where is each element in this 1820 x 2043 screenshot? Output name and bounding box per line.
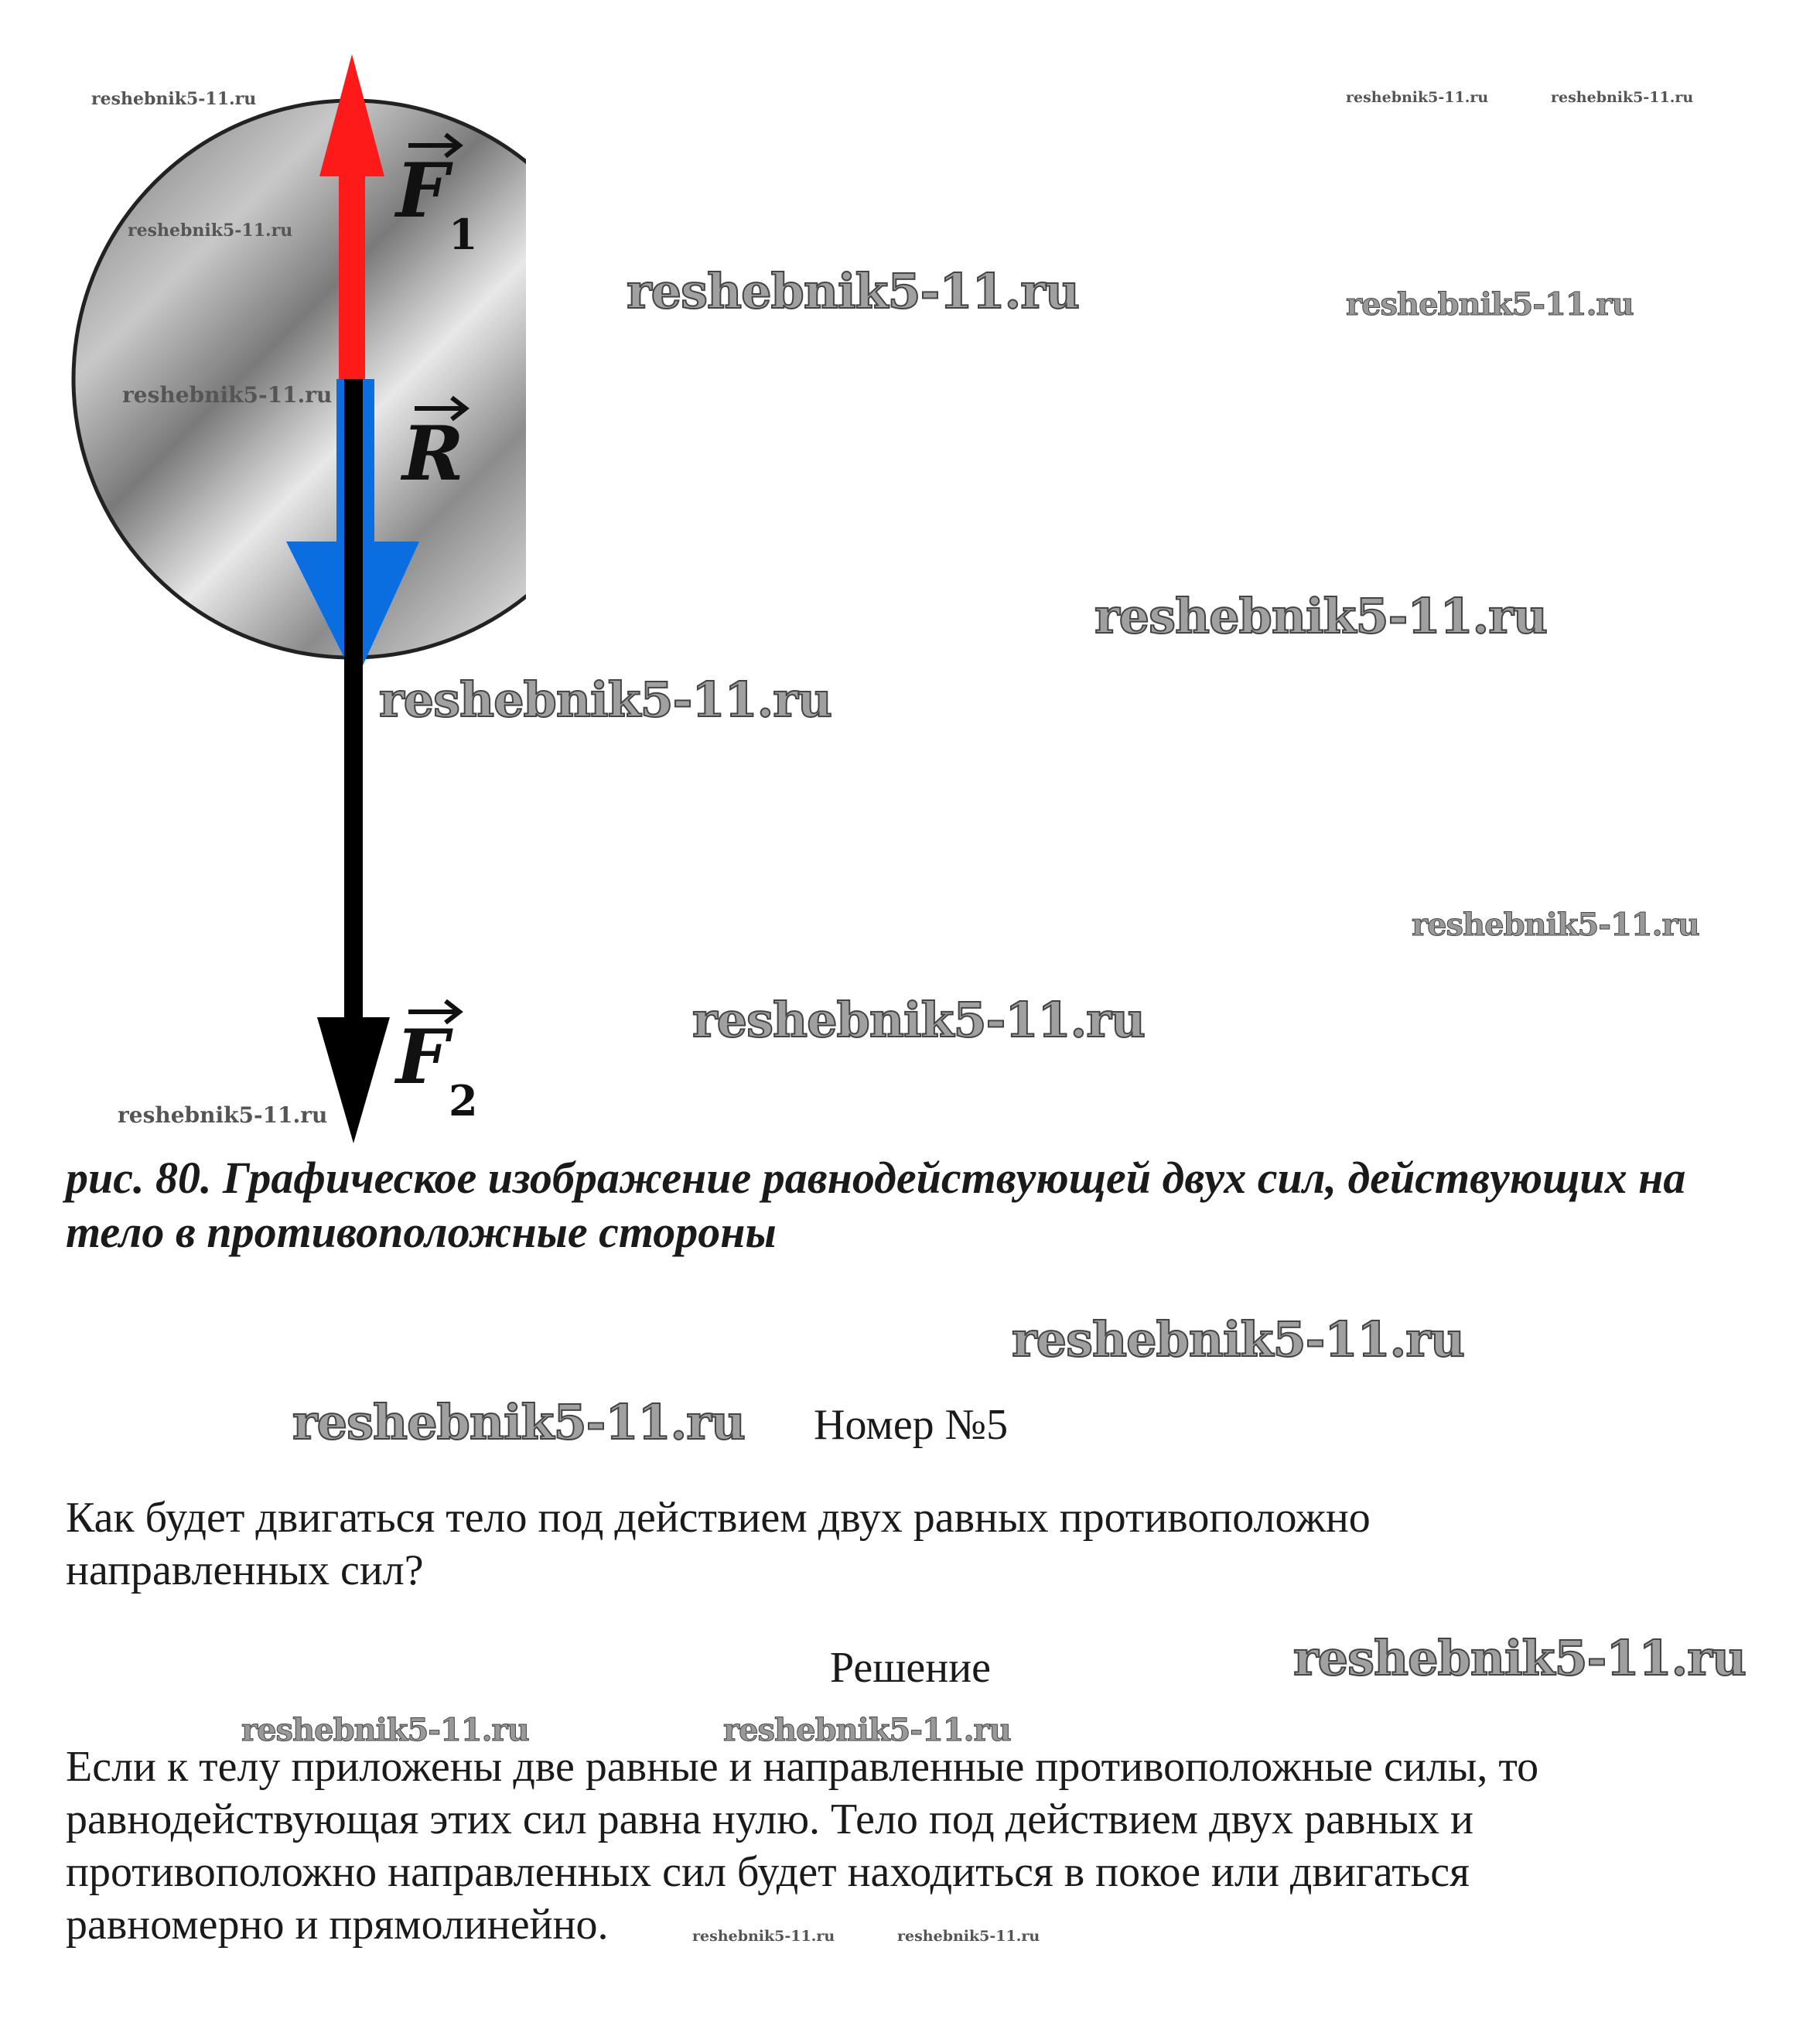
watermark: reshebnik5-11.ru: [292, 1394, 745, 1450]
watermark: reshebnik5-11.ru: [118, 1102, 328, 1128]
answer-line: противоположно направленных сил будет находиться в покое или двигаться: [66, 1848, 1470, 1896]
question-line: Как будет двигаться тело под действием двух равных противоположно: [66, 1494, 1371, 1542]
problem-number-heading: Номер №5: [814, 1401, 1009, 1449]
f2-label: [394, 1001, 478, 1126]
f2-shaft: [344, 379, 363, 1068]
force-diagram: [62, 46, 526, 1145]
watermark: reshebnik5-11.ru: [1346, 286, 1634, 323]
watermark: reshebnik5-11.ru: [1094, 588, 1547, 644]
answer-line: равнодействующая этих сил равна нулю. Тело под действием двух равных и: [66, 1795, 1473, 1843]
watermark: reshebnik5-11.ru: [1293, 1630, 1746, 1686]
caption-line: рис. 80. Графическое изображение равнодействующей двух сил, действующих на: [66, 1153, 1686, 1203]
answer-line: Если к телу приложены две равные и направленные противоположные силы, то: [66, 1743, 1539, 1791]
f2-arrowhead: [317, 1017, 390, 1143]
svg-text:R: R: [402, 410, 464, 497]
r-label: [400, 398, 466, 497]
solution-heading: Решение: [830, 1644, 992, 1692]
watermark: reshebnik5-11.ru: [1012, 1311, 1464, 1368]
answer-line: равномерно и прямолинейно.: [66, 1901, 609, 1949]
watermark: reshebnik5-11.ru: [91, 89, 257, 109]
watermark: reshebnik5-11.ru: [1412, 907, 1699, 943]
watermark: reshebnik5-11.ru: [241, 1712, 529, 1748]
watermark: reshebnik5-11.ru: [128, 220, 293, 241]
svg-text:F: F: [396, 1013, 449, 1101]
svg-text:F: F: [396, 147, 449, 234]
watermark: reshebnik5-11.ru: [379, 671, 831, 728]
svg-text:1: 1: [449, 210, 478, 259]
watermark: reshebnik5-11.ru: [723, 1712, 1011, 1748]
question-line: направленных сил?: [66, 1546, 424, 1594]
watermark: reshebnik5-11.ru: [122, 382, 333, 408]
svg-text:2: 2: [449, 1076, 478, 1126]
watermark: reshebnik5-11.ru: [692, 1928, 835, 1945]
watermark: reshebnik5-11.ru: [897, 1928, 1040, 1945]
caption-line: тело в противоположные стороны: [66, 1207, 777, 1257]
watermark: reshebnik5-11.ru: [627, 263, 1079, 319]
body-disc: [73, 101, 526, 658]
answer-text: [66, 1741, 1767, 1951]
question-text: [66, 1491, 1767, 1597]
figure-caption: [66, 1151, 1767, 1259]
watermark: reshebnik5-11.ru: [1346, 89, 1489, 106]
watermark: reshebnik5-11.ru: [1551, 89, 1694, 106]
watermark: reshebnik5-11.ru: [692, 992, 1145, 1048]
